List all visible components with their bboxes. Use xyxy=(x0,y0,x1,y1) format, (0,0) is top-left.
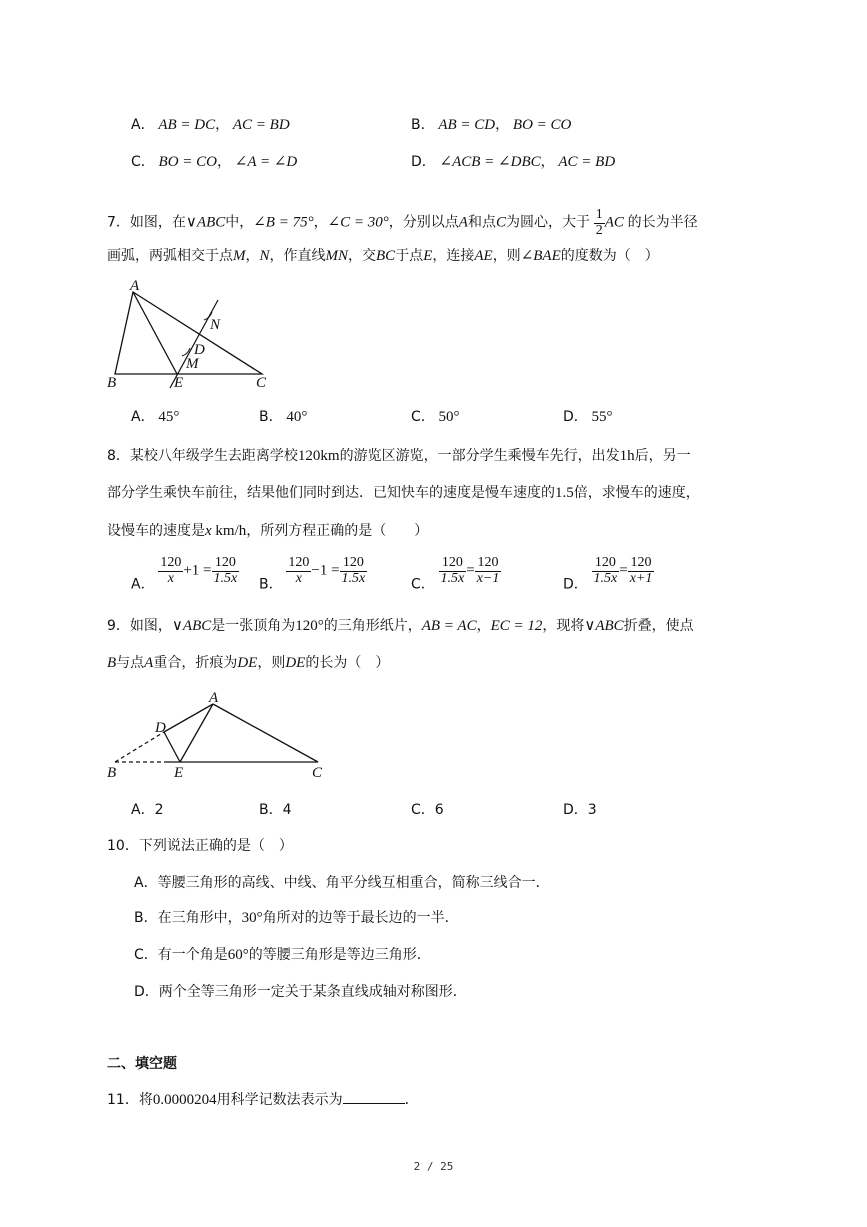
label-e: E xyxy=(174,765,184,781)
operator: = xyxy=(619,562,628,579)
q7-line2 xyxy=(107,245,659,265)
math: A xyxy=(144,655,154,671)
text: 用科学记数法表示为 xyxy=(216,1092,343,1108)
text: ，连接 xyxy=(432,248,475,264)
text: 重合，折痕为 xyxy=(153,655,238,671)
text: 中， xyxy=(225,214,254,231)
expr: AC = BD xyxy=(558,154,616,170)
expr: BO = CO xyxy=(158,154,217,170)
expr: ∠A = ∠D xyxy=(234,154,298,170)
label-c: C xyxy=(256,375,267,391)
label-a: A xyxy=(130,280,140,294)
numerator: 120 xyxy=(628,556,655,572)
q10-stem: 10．下列说法正确的是（ ） xyxy=(107,838,293,854)
math: 60° xyxy=(227,947,249,963)
dashed-bd xyxy=(115,732,164,762)
answer-blank[interactable] xyxy=(343,1089,405,1104)
fraction xyxy=(628,556,655,586)
expr: BO = CO xyxy=(512,117,572,133)
text: ，作直线 xyxy=(269,248,326,264)
text: 的度数为（ ） xyxy=(560,248,659,264)
math: EC = 12 xyxy=(490,618,543,634)
text: 后，另一 xyxy=(634,448,691,464)
denominator: x xyxy=(295,570,302,586)
label-a: A xyxy=(209,690,219,706)
math: 120° xyxy=(295,618,324,634)
q9-option-b: B．4 xyxy=(259,802,292,818)
math: M xyxy=(233,248,246,264)
math: ∨ABC xyxy=(171,618,212,634)
text: 的长为（ ） xyxy=(305,655,390,671)
text: ， xyxy=(476,618,491,634)
fraction xyxy=(592,556,620,586)
q7-line1 xyxy=(107,208,698,238)
option-letter: C． xyxy=(131,154,155,170)
denominator: x+1 xyxy=(629,570,653,586)
q9-option-a: A．2 xyxy=(131,802,164,818)
sep: ， xyxy=(217,154,231,170)
math: km/h xyxy=(215,523,247,539)
q10-option-c xyxy=(134,944,431,964)
fraction xyxy=(158,556,183,586)
q7-option-d xyxy=(563,406,613,426)
q7-option-b xyxy=(259,406,307,426)
segment-de xyxy=(164,732,180,762)
text: 7．如图，在 xyxy=(107,214,186,231)
label-e: E xyxy=(174,375,184,391)
text: 和点 xyxy=(467,214,496,231)
text: 部分学生乘快车前往，结果他们同时到达．已知快车的速度是慢车速度的 xyxy=(107,485,555,501)
q8-option-d xyxy=(563,556,654,594)
sep: ， xyxy=(215,117,230,133)
numerator: 120 xyxy=(212,556,240,572)
math: DE xyxy=(237,655,258,671)
label-c: C xyxy=(312,765,323,781)
q8-option-a xyxy=(131,556,239,594)
sep: ， xyxy=(540,154,555,170)
option-letter: A． xyxy=(131,409,155,425)
segment-ae xyxy=(133,292,177,374)
q9-option-c: C．6 xyxy=(411,802,444,818)
operator: −1 = xyxy=(311,562,340,579)
option-value: 50° xyxy=(438,409,460,425)
math: ∠C = 30° xyxy=(327,214,389,231)
q9-line1 xyxy=(107,615,694,635)
text: 的长为半径 xyxy=(627,214,698,231)
q9-figure xyxy=(100,686,340,782)
math: BC xyxy=(376,248,396,264)
text: 倍，求慢车的速度， xyxy=(573,485,700,501)
numerator: 1 xyxy=(595,207,603,222)
fraction xyxy=(475,556,502,586)
option-value: 40° xyxy=(286,409,308,425)
option-letter: D． xyxy=(563,576,588,593)
math: ∠BAE xyxy=(520,248,561,264)
text: ， xyxy=(245,248,260,264)
q7-option-c xyxy=(411,406,460,426)
q10-option-d: D．两个全等三角形一定关于某条直线成轴对称图形． xyxy=(134,984,467,1000)
numerator: 120 xyxy=(288,555,310,570)
denominator: x xyxy=(167,570,174,586)
math: MN xyxy=(325,248,349,264)
fraction xyxy=(286,556,311,586)
q10-option-a: A．等腰三角形的高线、中线、角平分线互相重合，简称三线合一． xyxy=(134,875,550,891)
page-number: 2 / 25 xyxy=(413,1160,454,1173)
text: 为圆心，大于 xyxy=(505,214,590,231)
denominator: 1.5x xyxy=(440,570,465,586)
text: 角所对的边等于最长边的一半． xyxy=(262,910,459,926)
numerator: 120 xyxy=(439,556,467,572)
expr: AC = BD xyxy=(232,117,290,133)
option-letter: B． xyxy=(259,409,283,425)
q8-option-c xyxy=(411,556,501,594)
text: 的等腰三角形是等边三角形． xyxy=(248,947,431,963)
numerator: 120 xyxy=(592,556,620,572)
q10-option-b xyxy=(134,907,459,927)
text: 的游览区游览，一部分学生乘慢车先行，出发 xyxy=(339,448,620,464)
q9-line2 xyxy=(107,652,389,672)
label-n: N xyxy=(210,317,221,333)
q11 xyxy=(107,1089,419,1109)
q7-option-a xyxy=(131,406,179,426)
label-b: B xyxy=(107,375,117,391)
math: C xyxy=(495,214,506,231)
numerator: 120 xyxy=(340,556,368,572)
math: A xyxy=(458,214,468,231)
q6-option-c xyxy=(131,151,297,171)
text: ，则 xyxy=(257,655,286,671)
section-heading: 二、填空题 xyxy=(107,1056,177,1072)
text: 11．将 xyxy=(107,1092,153,1108)
fraction xyxy=(212,556,240,586)
sep: ， xyxy=(495,117,510,133)
option-value: 45° xyxy=(158,409,180,425)
expr: AB = CD xyxy=(438,117,496,133)
q7-figure xyxy=(100,280,290,392)
segment-ac xyxy=(213,704,318,762)
text: C．有一个角是 xyxy=(134,947,228,963)
math: 0.0000204 xyxy=(152,1092,217,1108)
text: ，现将 xyxy=(542,618,585,634)
operator: +1 = xyxy=(183,562,212,579)
arc-m xyxy=(182,348,190,356)
expr: ∠ACB = ∠DBC xyxy=(439,154,541,170)
option-letter: D． xyxy=(563,409,588,425)
math: AE xyxy=(474,248,493,264)
denominator: 2 xyxy=(595,222,603,238)
math: 1h xyxy=(619,448,635,464)
q8-line3 xyxy=(107,520,428,540)
math: 120km xyxy=(297,448,340,464)
fraction xyxy=(439,556,467,586)
expr: AB = DC xyxy=(158,117,216,133)
label-d: D xyxy=(155,720,166,736)
text: 于点 xyxy=(395,248,424,264)
text: 折叠，使点 xyxy=(623,618,694,634)
math: ∨ABC xyxy=(584,618,624,634)
text: ，则 xyxy=(492,248,521,264)
math: ∨ABC xyxy=(185,214,226,231)
q6-option-b xyxy=(411,114,571,134)
option-letter: A． xyxy=(131,117,155,133)
math: ∠B = 75° xyxy=(253,214,314,231)
fraction xyxy=(594,208,605,238)
math: E xyxy=(423,248,433,264)
label-d: D xyxy=(194,342,205,358)
math: B xyxy=(107,655,117,671)
text: 画弧，两弧相交于点 xyxy=(107,248,233,264)
operator: = xyxy=(466,562,475,579)
q9-option-d: D．3 xyxy=(563,802,597,818)
text: 8．某校八年级学生去距离学校 xyxy=(107,448,298,464)
option-letter: B． xyxy=(411,117,435,133)
text: 是一张顶角为 xyxy=(211,618,296,634)
denominator: 1.5x xyxy=(341,570,366,586)
option-letter: C． xyxy=(411,576,435,593)
option-letter: D． xyxy=(411,154,436,170)
fraction xyxy=(340,556,368,586)
label-b: B xyxy=(107,765,117,781)
q6-option-d xyxy=(411,151,615,171)
text: ，交 xyxy=(348,248,377,264)
numerator: 120 xyxy=(475,556,502,572)
option-letter: C． xyxy=(411,409,435,425)
math: AC xyxy=(604,214,624,231)
math: x xyxy=(205,523,212,539)
option-letter: A． xyxy=(131,576,155,593)
math: DE xyxy=(285,655,306,671)
denominator: 1.5x xyxy=(593,570,618,586)
q8-option-b xyxy=(259,556,367,594)
text: 的三角形纸片， xyxy=(323,618,422,634)
math: AB = AC xyxy=(421,618,477,634)
math: 30° xyxy=(241,910,263,926)
text: 与点 xyxy=(116,655,145,671)
text: 9．如图， xyxy=(107,618,172,634)
text: ． xyxy=(404,1092,419,1108)
q8-line1 xyxy=(107,445,691,465)
text: 设慢车的速度是 xyxy=(107,523,205,539)
math: 1.5 xyxy=(555,485,574,501)
denominator: 1.5x xyxy=(213,570,238,586)
text: ， xyxy=(313,214,328,231)
q8-line2 xyxy=(107,482,700,502)
text: B．在三角形中， xyxy=(134,910,242,926)
q6-option-a xyxy=(131,114,290,134)
denominator: x−1 xyxy=(476,570,500,586)
option-letter: B． xyxy=(259,576,283,593)
math: N xyxy=(259,248,270,264)
label-m: M xyxy=(186,356,199,372)
text: ，所列方程正确的是（ ） xyxy=(246,523,429,539)
numerator: 120 xyxy=(160,555,182,570)
text: ，分别以点 xyxy=(388,214,459,231)
option-value: 55° xyxy=(591,409,613,425)
